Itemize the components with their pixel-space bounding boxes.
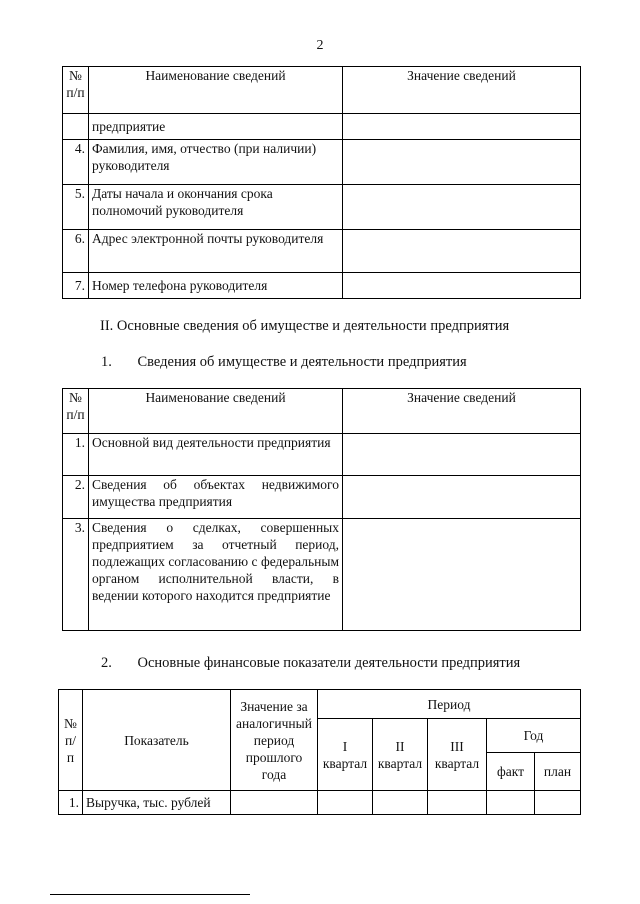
header-q3: III квартал <box>428 719 487 791</box>
table-row: 1. Основной вид деятельности предприятия <box>63 434 581 476</box>
page-number: 2 <box>316 38 324 53</box>
value-cell <box>343 114 581 140</box>
value-cell <box>231 791 318 815</box>
value-cell <box>343 185 581 230</box>
table-row: 4. Фамилия, имя, отчество (при наличии) руководителя <box>63 140 581 185</box>
value-cell <box>343 434 581 476</box>
subsection-heading-1 <box>101 354 467 371</box>
subsection-heading-2 <box>101 655 520 672</box>
table-row: 5. Даты начала и окончания срока полномочий руководителя <box>63 185 581 230</box>
value-cell <box>343 273 581 299</box>
bottom-rule <box>50 894 250 895</box>
value-cell <box>343 230 581 273</box>
table-row: 7. Номер телефона руководителя <box>63 273 581 299</box>
header-name: Наименование сведений <box>89 389 343 434</box>
value-cell <box>428 791 487 815</box>
header-indicator: Показатель <box>83 690 231 791</box>
section-heading: II. Основные сведения об имуществе и деятельности предприятия <box>100 318 510 334</box>
value-cell <box>373 791 428 815</box>
table-row: 1. Выручка, тыс. рублей <box>59 791 581 815</box>
value-cell <box>318 791 373 815</box>
header-num: № п/п <box>59 690 83 791</box>
header-num: № п/п <box>63 67 89 114</box>
value-cell <box>343 476 581 519</box>
header-num: № п/п <box>63 389 89 434</box>
header-fact: факт <box>487 753 535 791</box>
manager-info-table <box>62 66 581 299</box>
table-row: 2. Сведения об объектах недвижимого имущества предприятия <box>63 476 581 519</box>
activity-info-table <box>62 388 581 631</box>
header-name: Наименование сведений <box>89 67 343 114</box>
table-row: 3. Сведения о сделках, совершенных предприятием за отчетный период, подлежащих согласованию с федеральным органом исполнительной власти, в ведении которого находится предприятие <box>63 519 581 631</box>
table-row: предприятие <box>63 114 581 140</box>
subsection-number: 2. <box>101 655 112 671</box>
value-cell <box>535 791 581 815</box>
header-period: Период <box>318 690 581 719</box>
header-value: Значение сведений <box>343 389 581 434</box>
subsection-title: Сведения об имуществе и деятельности предприятия <box>137 354 467 370</box>
header-prev-period: Значение за аналогичный период прошлого года <box>231 690 318 791</box>
subsection-title: Основные финансовые показатели деятельности предприятия <box>137 655 521 671</box>
subsection-number: 1. <box>101 354 112 370</box>
table-row: 6. Адрес электронной почты руководителя <box>63 230 581 273</box>
header-value: Значение сведений <box>343 67 581 114</box>
header-plan: план <box>535 753 581 791</box>
value-cell <box>343 140 581 185</box>
value-cell <box>487 791 535 815</box>
header-q2: II квартал <box>373 719 428 791</box>
financial-indicators-table <box>58 689 581 815</box>
header-q1: I квартал <box>318 719 373 791</box>
header-year: Год <box>487 719 581 753</box>
value-cell <box>343 519 581 631</box>
